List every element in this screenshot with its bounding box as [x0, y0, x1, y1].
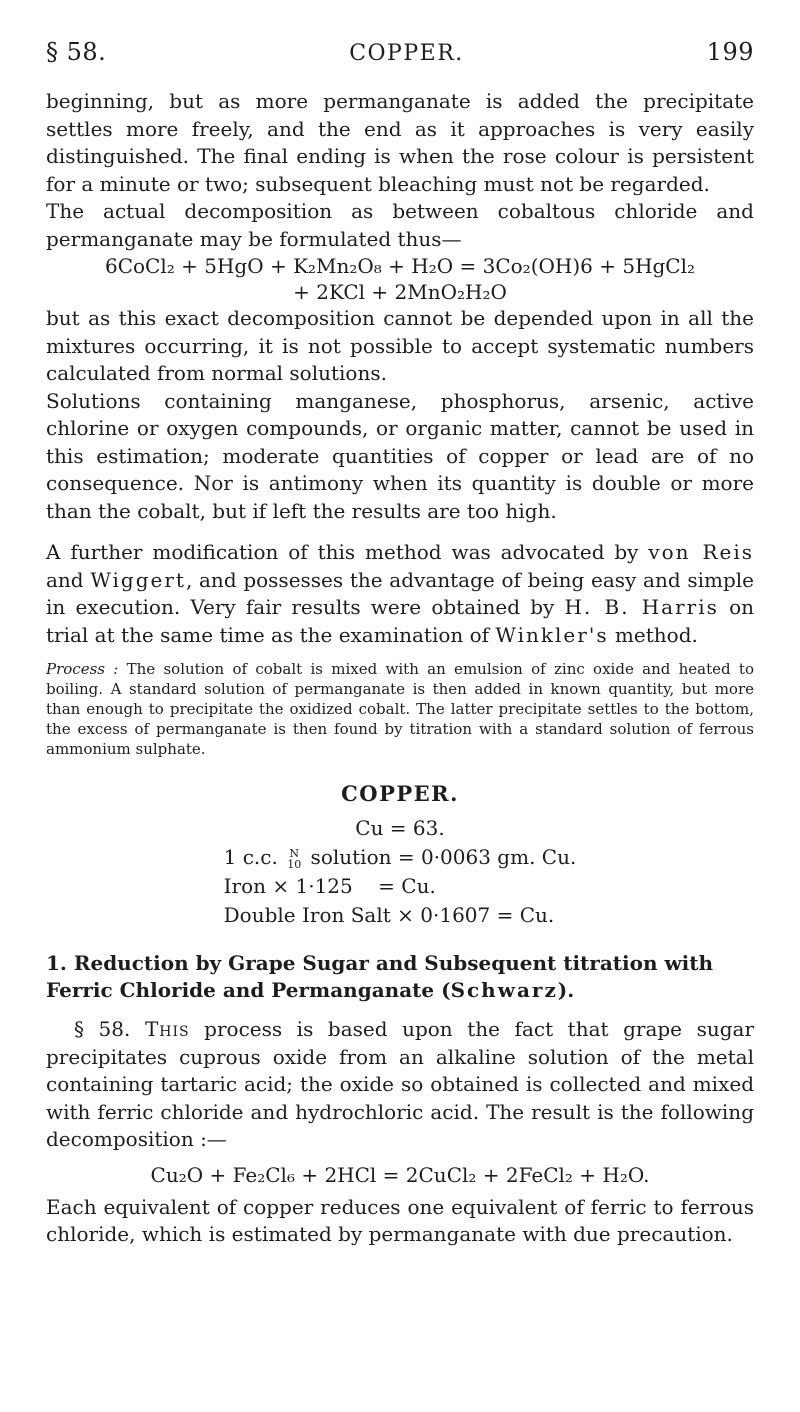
copper-facts — [46, 814, 754, 930]
p5-text-b: and — [46, 567, 91, 592]
lead-word: This — [144, 1017, 190, 1041]
spacer — [46, 525, 754, 539]
section-1-text: process is based upon the fact that grape sugar precipitates cuprous oxide from an alkaline solution of the metal containing tartaric acid; the oxide so obtained is collected and mixed with ferric chloride and hydrochloric acid. The result is the following decomposition :— — [46, 1017, 755, 1151]
author-von-reis: von Reis — [648, 540, 754, 564]
eq-line-1-b: solution = 0·0063 gm. Cu. — [304, 845, 577, 869]
equivalent-line-2: Iron × 1·125 = Cu. — [223, 874, 436, 898]
author-wiggert: Wiggert — [90, 567, 186, 592]
section-1-paragraph-2: Each equivalent of copper reduces one equivalent of ferric to ferrous chloride, which is estimated by permanganate with due precaution. — [46, 1194, 754, 1246]
section-1-paragraph — [46, 1016, 754, 1154]
paragraph-5 — [46, 539, 754, 649]
equation-1-line-2: + 2KCl + 2MnO₂H₂O — [293, 280, 507, 304]
p5-text-d: on trial at the same time as the examination of — [46, 595, 754, 647]
running-header — [46, 38, 754, 66]
fraction-denominator: 10 — [287, 857, 302, 871]
normal-fraction — [287, 848, 301, 870]
paragraph-4: Solutions containing manganese, phosphorus, arsenic, active chlorine or oxygen compounds, or organic matter, cannot be used in this estimation; moderate quantities of copper or lead are of no consequence. Nor is antimony when its quantity is double or more than the cobalt, but if left the results are too high. — [46, 388, 754, 523]
header-section: § 58. — [46, 38, 107, 66]
p5-text-a: A further modification of this method was advocated by — [46, 540, 649, 564]
equivalent-line-1 — [224, 843, 577, 872]
header-title: COPPER. — [349, 41, 464, 66]
section-1-heading — [46, 950, 754, 1004]
eq-line-1-a: 1 c.c. — [223, 845, 285, 869]
process-label: Process : — [46, 660, 119, 678]
equation-1 — [46, 253, 754, 305]
copper-heading: COPPER. — [341, 781, 459, 806]
paragraph-3: but as this exact decomposition cannot be depended upon in all the mixtures occurring, it is not possible to accept systematic numbers calculated from normal solutions. — [46, 306, 754, 385]
author-schwarz: Schwarz — [450, 978, 558, 1002]
process-note — [46, 659, 754, 759]
header-page-number: 199 — [706, 38, 754, 66]
section-1-heading-b: ). — [557, 978, 575, 1002]
paragraph-1: beginning, but as more permanganate is added the precipitate settles more freely, and the end as it approaches is very easily distinguished. The final ending is when the rose colour is persistent for a minute or two; subsequent bleaching must not be regarded. — [46, 89, 754, 196]
equation-1-line-1: 6CoCl₂ + 5HgO + K₂Mn₂O₈ + H₂O = 3Co₂(OH)6 + 5HgCl₂ — [104, 254, 696, 278]
process-text: The solution of cobalt is mixed with an emulsion of zinc oxide and heated to boiling. A standard solution of permanganate is then added in known quantity, but more than enough to precipitate the oxidized cobalt. The latter precipitate settles to the bottom, the excess of permanganate is then found by titration with a standard solution of ferrous ammonium sulphate. — [46, 660, 754, 758]
author-winkler: Winkler's — [495, 622, 609, 647]
equation-2: Cu₂O + Fe₂Cl₆ + 2HCl = 2CuCl₂ + 2FeCl₂ + H₂O. — [150, 1162, 650, 1187]
equivalent-line-3: Double Iron Salt × 0·1607 = Cu. — [223, 903, 555, 927]
author-harris: H. B. Harris — [564, 595, 719, 619]
p5-text-c: , and possesses the advantage of being easy and simple in execution. Very fair results were obtained by — [46, 567, 754, 619]
atomic-weight: Cu = 63. — [355, 816, 445, 840]
equivalents — [224, 843, 577, 930]
fraction-numerator: N — [289, 846, 300, 860]
section-number: § 58. — [74, 1017, 131, 1041]
section-1-heading-a: 1. Reduction by Grape Sugar and Subsequent titration with Ferric Chloride and Permanganate ( — [46, 951, 714, 1002]
paragraph-2: The actual decomposition as between cobaltous chloride and permanganate may be formulated thus— — [46, 199, 754, 251]
p5-text-e: method. — [608, 622, 698, 647]
